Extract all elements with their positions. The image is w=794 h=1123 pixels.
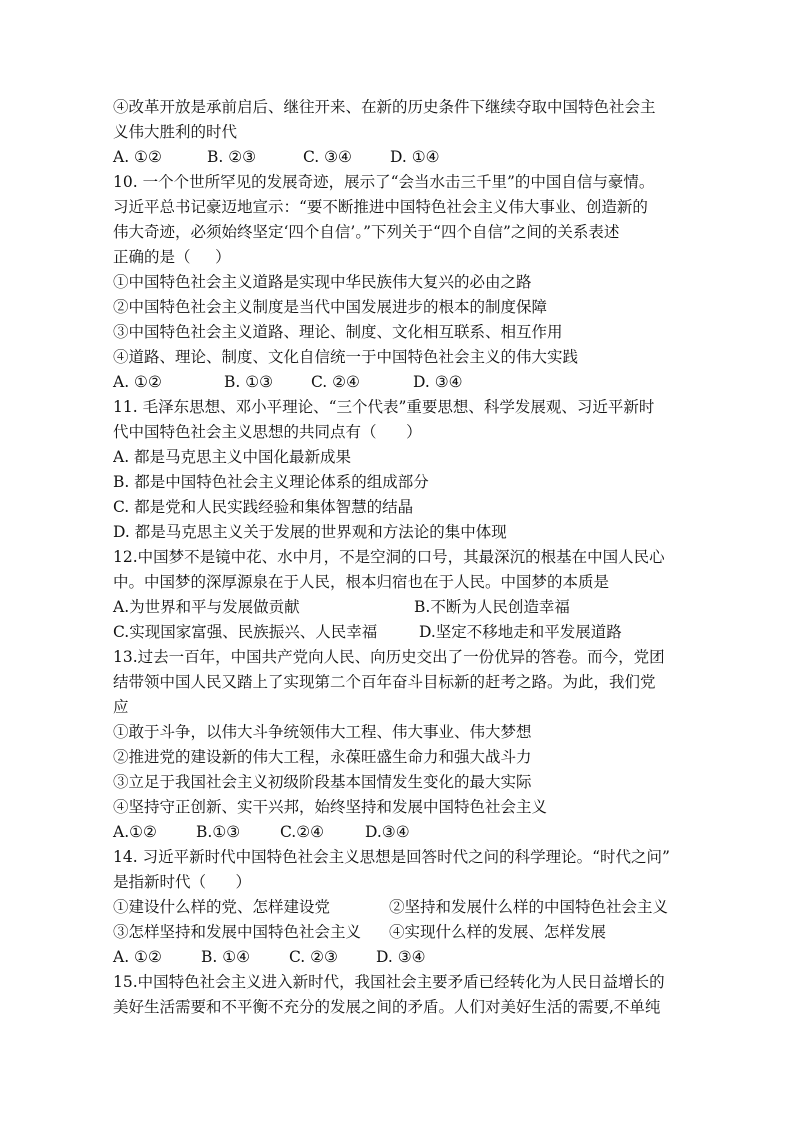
question-text-line: 10. 一个个世所罕见的发展奇迹，展示了“会当水击三千里”的中国自信与豪情。 xyxy=(113,173,655,191)
option-b[interactable]: B.①③ xyxy=(196,823,241,841)
question-text-line: 正确的是（ ） xyxy=(113,248,231,266)
question-text-line: ④改革开放是承前启后、继往开来、在新的历史条件下继续夺取中国特色社会主 xyxy=(113,98,656,116)
statement-row xyxy=(113,895,688,920)
question-text-line: 伟大奇迹，必须始终坚定‘四个自信’。”下列关于“四个自信”之间的关系表述 xyxy=(113,223,620,241)
statement-item: ②中国特色社会主义制度是当代中国发展进步的根本的制度保障 xyxy=(113,298,548,316)
exam-page xyxy=(113,95,688,1020)
option-c[interactable]: C.实现国家富强、民族振兴、人民幸福 xyxy=(113,623,378,641)
question-11 xyxy=(113,395,688,545)
question-text-line: 义伟大胜利的时代 xyxy=(113,123,238,141)
option-a[interactable]: A. 都是马克思主义中国化最新成果 xyxy=(113,448,352,466)
question-10 xyxy=(113,170,688,395)
option-a[interactable]: A. ①② xyxy=(113,373,162,391)
question-text-line: 美好生活需要和不平衡不充分的发展之间的矛盾。人们对美好生活的需要,不单纯 xyxy=(113,998,661,1016)
option-d[interactable]: D. ③④ xyxy=(413,373,463,391)
question-text-line: 结带领中国人民又踏上了实现第二个百年奋斗目标新的赶考之路。为此，我们党 xyxy=(113,673,656,691)
option-b[interactable]: B. ①④ xyxy=(201,948,251,966)
statement-item: ①建设什么样的党、怎样建设党 xyxy=(113,898,331,916)
answer-options xyxy=(113,820,688,845)
option-c[interactable]: C.②④ xyxy=(280,823,325,841)
option-b[interactable]: B. ②③ xyxy=(207,148,257,166)
option-a[interactable]: A. ①② xyxy=(113,948,162,966)
question-text-line: 是指新时代（ ） xyxy=(113,873,252,891)
statement-item: ④道路、理论、制度、文化自信统一于中国特色社会主义的伟大实践 xyxy=(113,348,579,366)
question-13 xyxy=(113,645,688,845)
question-text-line: 15.中国特色社会主义进入新时代，我国社会主要矛盾已经转化为人民日益增长的 xyxy=(113,973,665,991)
question-text-line: 12.中国梦不是镜中花、水中月，不是空洞的口号，其最深沉的根基在中国人民心 xyxy=(113,548,665,566)
option-c[interactable]: C. ②③ xyxy=(289,948,338,966)
answer-options xyxy=(113,370,688,395)
question-text-line: 代中国特色社会主义思想的共同点有（ ） xyxy=(113,423,422,441)
option-a[interactable]: A. ①② xyxy=(113,148,162,166)
question-text-line: 习近平总书记豪迈地宣示：“要不断推进中国特色社会主义伟大事业、创造新的 xyxy=(113,198,648,216)
option-d[interactable]: D. 都是马克思主义关于发展的世界观和方法论的集中体现 xyxy=(113,523,507,541)
statement-item: ①敢于斗争，以伟大斗争统领伟大工程、伟大事业、伟大梦想 xyxy=(113,723,532,741)
option-b[interactable]: B.不断为人民创造幸福 xyxy=(414,598,570,616)
statement-item: ①中国特色社会主义道路是实现中华民族伟大复兴的必由之路 xyxy=(113,273,532,291)
question-text-line: 应 xyxy=(113,698,129,716)
option-c[interactable]: C. ③④ xyxy=(303,148,352,166)
option-a[interactable]: A.①② xyxy=(113,823,157,841)
answer-options xyxy=(113,620,688,645)
statement-item: ③怎样坚持和发展中国特色社会主义 xyxy=(113,923,362,941)
option-c[interactable]: C. ②④ xyxy=(311,373,360,391)
option-b[interactable]: B. 都是中国特色社会主义理论体系的组成部分 xyxy=(113,473,429,491)
option-d[interactable]: D. ③④ xyxy=(376,948,426,966)
question-text-line: 13.过去一百年，中国共产党向人民、向历史交出了一份优异的答卷。而今，党团 xyxy=(113,648,665,666)
statement-item: ④实现什么样的发展、怎样发展 xyxy=(389,923,607,941)
question-text-line: 中。中国梦的深厚源泉在于人民，根本归宿也在于人民。中国梦的本质是 xyxy=(113,573,610,591)
statement-item: ②坚持和发展什么样的中国特色社会主义 xyxy=(389,898,669,916)
statement-row xyxy=(113,920,688,945)
statement-item: ④坚持守正创新、实干兴邦，始终坚持和发展中国特色社会主义 xyxy=(113,798,548,816)
option-a[interactable]: A.为世界和平与发展做贡献 xyxy=(113,598,300,616)
question-text-line: 11. 毛泽东思想、邓小平理论、“三个代表”重要思想、科学发展观、习近平新时 xyxy=(113,398,655,416)
option-d[interactable]: D.坚定不移地走和平发展道路 xyxy=(419,623,622,641)
question-15 xyxy=(113,970,688,1020)
answer-options xyxy=(113,945,688,970)
question-12 xyxy=(113,545,688,645)
statement-item: ③中国特色社会主义道路、理论、制度、文化相互联系、相互作用 xyxy=(113,323,563,341)
question-9-tail xyxy=(113,95,688,170)
question-14 xyxy=(113,845,688,970)
statement-item: ②推进党的建设新的伟大工程，永葆旺盛生命力和强大战斗力 xyxy=(113,748,532,766)
option-d[interactable]: D.③④ xyxy=(365,823,410,841)
answer-options xyxy=(113,145,688,170)
question-text-line: 14. 习近平新时代中国特色社会主义思想是回答时代之问的科学理论。“时代之问” xyxy=(113,848,670,866)
option-d[interactable]: D. ①④ xyxy=(390,148,440,166)
option-c[interactable]: C. 都是党和人民实践经验和集体智慧的结晶 xyxy=(113,498,414,516)
answer-options xyxy=(113,595,688,620)
option-b[interactable]: B. ①③ xyxy=(224,373,274,391)
statement-item: ③立足于我国社会主义初级阶段基本国情发生变化的最大实际 xyxy=(113,773,532,791)
